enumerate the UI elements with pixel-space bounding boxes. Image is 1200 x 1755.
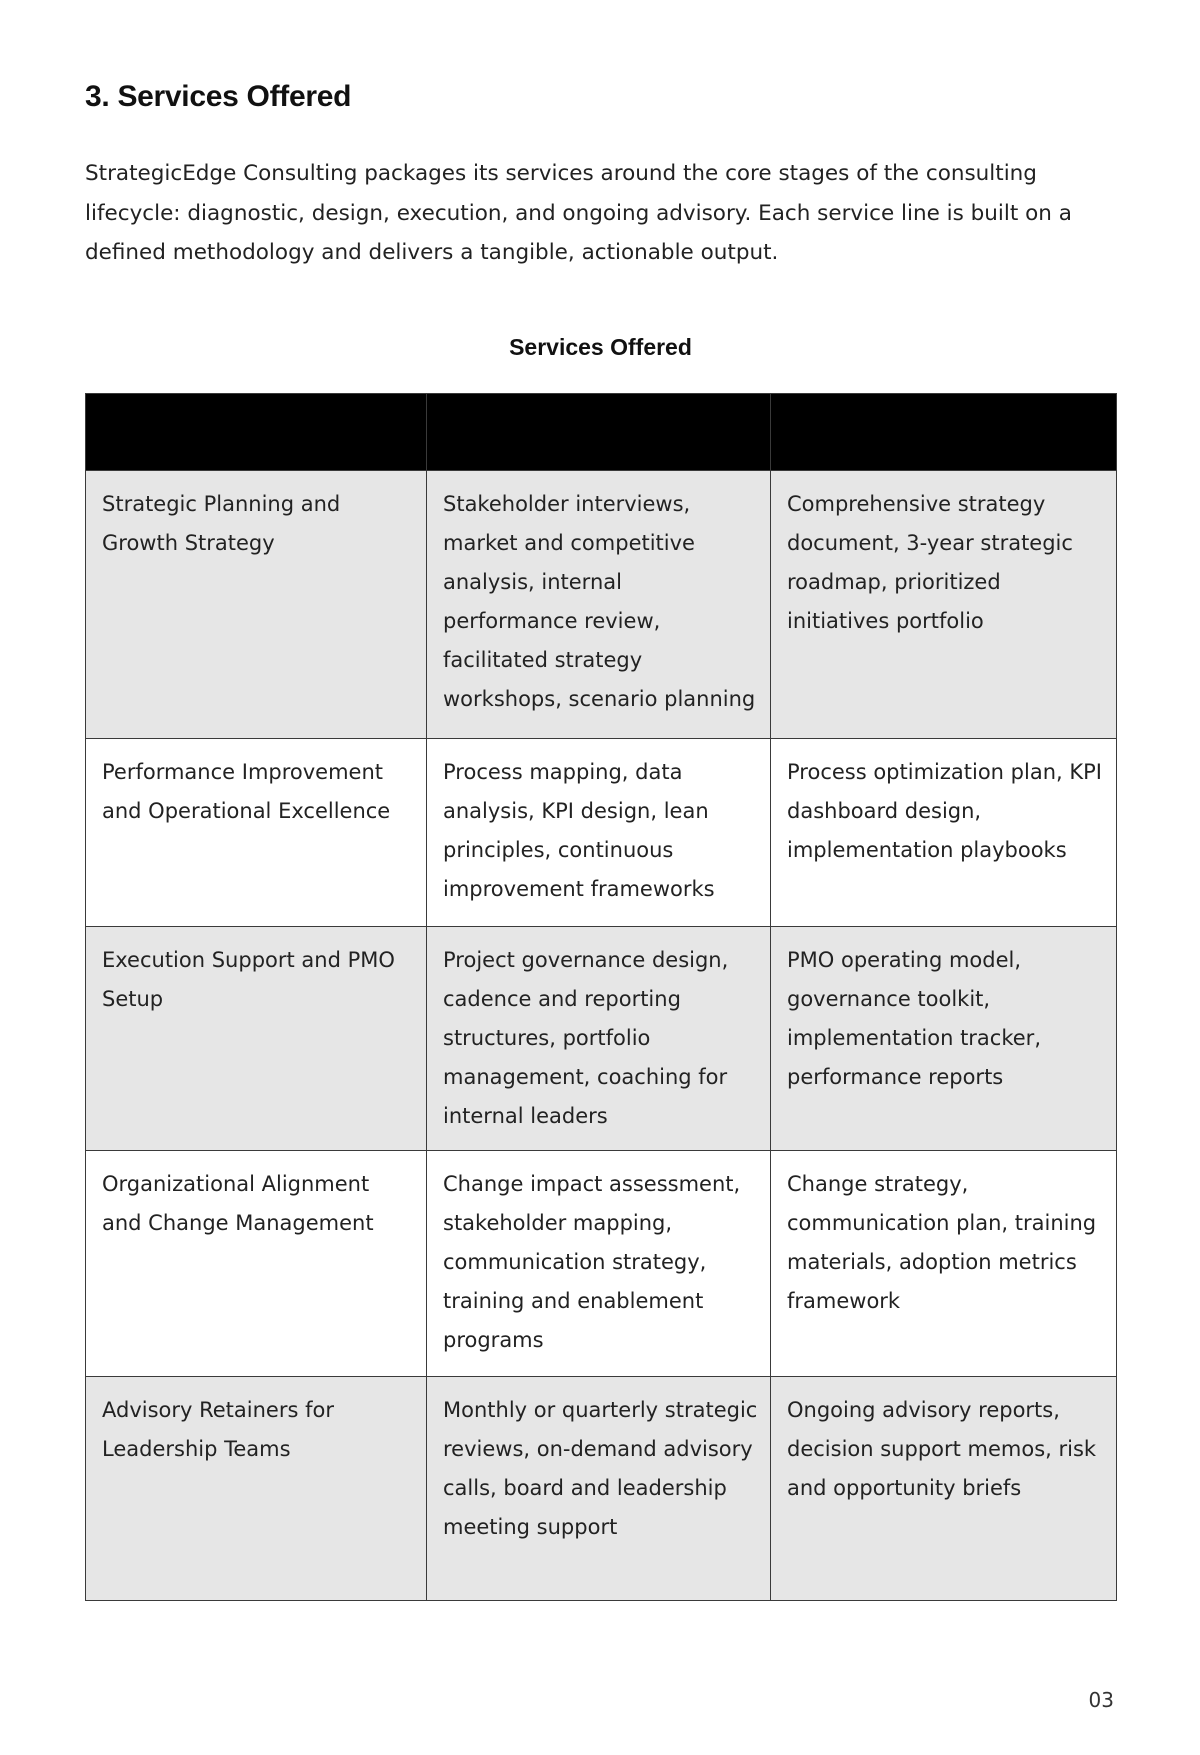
deliverables-cell: Change strategy, communication plan, training materials, adoption metrics framework	[771, 1151, 1117, 1377]
section-intro-paragraph: StrategicEdge Consulting packages its services around the core stages of the consulting lifecycle: diagnostic, design, execution, and ongoing advisory. Each service line is built on a defined methodology and delivers a tangible, actionable output.	[85, 161, 1072, 265]
table-header	[86, 394, 1117, 471]
methodology-cell: Monthly or quarterly strategic reviews, on-demand advisory calls, board and leadership meeting support	[427, 1377, 771, 1601]
page-number: 03	[1088, 1688, 1114, 1712]
services-table	[85, 393, 1117, 1601]
methodology-cell: Change impact assessment, stakeholder mapping, communication strategy, training and enablement programs	[427, 1151, 771, 1377]
methodology-cell: Stakeholder interviews, market and competitive analysis, internal performance review, facilitated strategy workshops, scenario planning	[427, 471, 771, 739]
deliverables-cell: Comprehensive strategy document, 3-year strategic roadmap, prioritized initiatives portfolio	[771, 471, 1117, 739]
methodology-cell: Project governance design, cadence and reporting structures, portfolio management, coaching for internal leaders	[427, 927, 771, 1151]
service-cell: Strategic Planning and Growth Strategy	[86, 471, 427, 739]
deliverables-cell: Ongoing advisory reports, decision support memos, risk and opportunity briefs	[771, 1377, 1117, 1601]
service-cell: Organizational Alignment and Change Management	[86, 1151, 427, 1377]
table-caption: Services Offered	[509, 334, 692, 360]
service-cell: Performance Improvement and Operational Excellence	[86, 739, 427, 927]
header-cell-service	[86, 394, 427, 471]
service-cell: Advisory Retainers for Leadership Teams	[86, 1377, 427, 1601]
header-cell-deliverables	[771, 394, 1117, 471]
table-body	[86, 471, 1117, 1601]
deliverables-cell: Process optimization plan, KPI dashboard design, implementation playbooks	[771, 739, 1117, 927]
header-cell-methodology	[427, 394, 771, 471]
table-row	[86, 1377, 1117, 1601]
table-row	[86, 471, 1117, 739]
table-row	[86, 1151, 1117, 1377]
table-header-row	[86, 394, 1117, 471]
methodology-cell: Process mapping, data analysis, KPI design, lean principles, continuous improvement frameworks	[427, 739, 771, 927]
table-row	[86, 739, 1117, 927]
deliverables-cell: PMO operating model, governance toolkit, implementation tracker, performance reports	[771, 927, 1117, 1151]
service-cell: Execution Support and PMO Setup	[86, 927, 427, 1151]
section-heading: 3. Services Offered	[85, 80, 352, 113]
table-row	[86, 927, 1117, 1151]
